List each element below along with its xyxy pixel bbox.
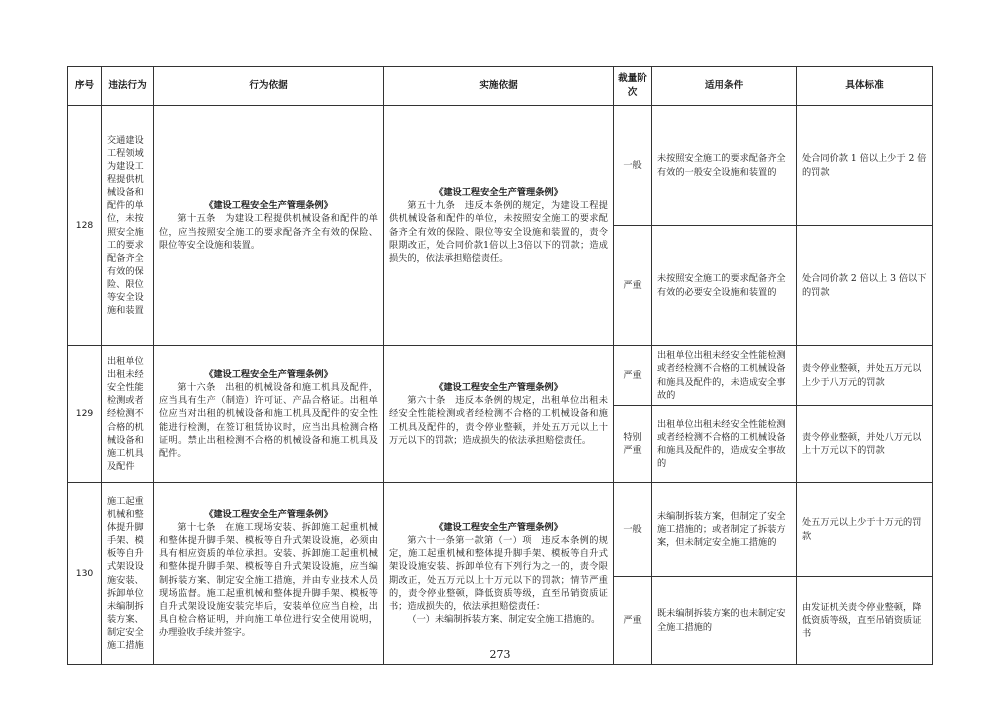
header-row xyxy=(68,67,933,106)
basis-law-text: 第十五条 为建设工程提供机械设备和配件的单位，应当按照安全施工的要求配备齐全有效的保险、限位等安全设施和装置。 xyxy=(159,213,378,251)
row-condition: 未编制拆装方案，但制定了安全施工措施的；或者制定了拆装方案，但未制定安全施工措施的 xyxy=(652,483,797,577)
row-level: 一般 xyxy=(614,483,652,577)
header-impl: 实施依据 xyxy=(384,67,614,106)
row-condition: 出租单位出租未经安全性能检测或者经检测不合格的工机械设备和施具及配件的，造成安全事故的 xyxy=(652,406,797,483)
basis-law-title: 《建设工程安全生产管理条例》 xyxy=(204,369,333,381)
header-level: 裁量阶次 xyxy=(614,67,652,106)
row-impl xyxy=(384,346,614,483)
row-level: 特别严重 xyxy=(614,406,652,483)
row-condition: 未按照安全施工的要求配备齐全有效的必要安全设施和装置的 xyxy=(652,226,797,346)
row-standard: 责令停业整顿，并处五万元以上少于八万元的罚款 xyxy=(797,346,933,406)
basis-law-text: 第十六条 出租的机械设备和施工机具及配件，应当具有生产（制造）许可证、产品合格证。出租单位应当对出租的机械设备和施工机具及配件的安全性能进行检测，在签订租赁协议时，应当出具检测合格证明。禁止出租检测不合格的机械设备和施工机具及配件。 xyxy=(159,382,378,459)
row-condition: 出租单位出租未经安全性能检测或者经检测不合格的工机械设备和施具及配件的，未造成安全事故的 xyxy=(652,346,797,406)
row-standard: 由发证机关责令停业整顿，降低资质等级，直至吊销资质证书 xyxy=(797,577,933,665)
row-violation: 施工起重机械和整体提升脚手架、模板等自升式架设设施安装、拆卸单位未编制拆装方案、制定安全施工措施 xyxy=(102,483,154,665)
header-basis: 行为依据 xyxy=(154,67,384,106)
row-level: 严重 xyxy=(614,577,652,665)
table-row xyxy=(68,346,933,406)
header-standard: 具体标准 xyxy=(797,67,933,106)
row-basis xyxy=(154,483,384,665)
row-level: 严重 xyxy=(614,346,652,406)
row-seq: 128 xyxy=(68,106,102,346)
penalty-table xyxy=(67,66,933,665)
row-standard: 处合同价款 2 倍以上 3 倍以下的罚款 xyxy=(797,226,933,346)
row-condition: 既未编制拆装方案的也未制定安全施工措施的 xyxy=(652,577,797,665)
basis-law-text: 第十七条 在施工现场安装、拆卸施工起重机械和整体提升脚手架、模板等自升式架设设施，必须由具有相应资质的单位承担。安装、拆卸施工起重机械和整体提升脚手架、模板等自升式架设设施，应当编制拆装方案、制定安全施工措施，并由专业技术人员现场监督。施工起重机械和整体提升脚手架、模板等自升式架设设施安装完毕后，安装单位应当自检，出具自检合格证明，并向施工单位进行安全使用说明，办理验收手续并签字。 xyxy=(159,522,378,638)
row-seq: 130 xyxy=(68,483,102,665)
header-violation: 违法行为 xyxy=(102,67,154,106)
header-seq: 序号 xyxy=(68,67,102,106)
row-standard: 处合同价款 1 倍以上少于 2 倍的罚款 xyxy=(797,106,933,226)
row-standard: 处五万元以上少于十万元的罚款 xyxy=(797,483,933,577)
table-row xyxy=(68,483,933,577)
header-condition: 适用条件 xyxy=(652,67,797,106)
row-impl xyxy=(384,483,614,665)
page-number: 273 xyxy=(489,648,511,661)
row-violation: 交通建设工程领域为建设工程提供机械设备和配件的单位，未按照安全施工的要求配备齐全有效的保险、限位等安全设施和装置 xyxy=(102,106,154,346)
impl-law-title: 《建设工程安全生产管理条例》 xyxy=(434,522,563,534)
row-level: 一般 xyxy=(614,106,652,226)
row-seq: 129 xyxy=(68,346,102,483)
impl-law-text: 第六十一条第一款第（一）项 违反本条例的规定，施工起重机械和整体提升脚手架、模板等自升式架设设施安装、拆卸单位有下列行为之一的，责令限期改正，处五万元以上十万元以下的罚款；情节严重的，责令停业整顿，降低资质等级，直至吊销资质证书；造成损失的，依法承担赔偿责任： xyxy=(389,535,608,612)
row-standard: 责令停业整顿，并处八万元以上十万元以下的罚款 xyxy=(797,406,933,483)
table-row xyxy=(68,106,933,226)
basis-law-title: 《建设工程安全生产管理条例》 xyxy=(204,200,333,212)
impl-law-text: 第五十九条 违反本条例的规定，为建设工程提供机械设备和配件的单位，未按照安全施工的要求配备齐全有效的保险、限位等安全设施和装置的，责令限期改正，处合同价款1倍以上3倍以下的罚款；造成损失的，依法承担赔偿责任。 xyxy=(389,200,608,264)
row-violation: 出租单位出租未经安全性能检测或者经检测不合格的机械设备和施工机具及配件 xyxy=(102,346,154,483)
basis-law-title: 《建设工程安全生产管理条例》 xyxy=(204,509,333,521)
impl-law-subitem: （一）未编制拆装方案、制定安全施工措施的。 xyxy=(407,613,601,625)
impl-law-title: 《建设工程安全生产管理条例》 xyxy=(434,382,563,394)
row-basis xyxy=(154,346,384,483)
impl-law-text: 第六十条 违反本条例的规定，出租单位出租未经安全性能检测或者经检测不合格的工机械设备和施工机具及配件的，责令停业整顿，并处五万元以上十万元以下的罚款；造成损失的依法承担赔偿责任。 xyxy=(389,395,608,446)
row-basis xyxy=(154,106,384,346)
row-condition: 未按照安全施工的要求配备齐全有效的一般安全设施和装置的 xyxy=(652,106,797,226)
row-impl xyxy=(384,106,614,346)
row-level: 严重 xyxy=(614,226,652,346)
impl-law-title: 《建设工程安全生产管理条例》 xyxy=(434,187,563,199)
